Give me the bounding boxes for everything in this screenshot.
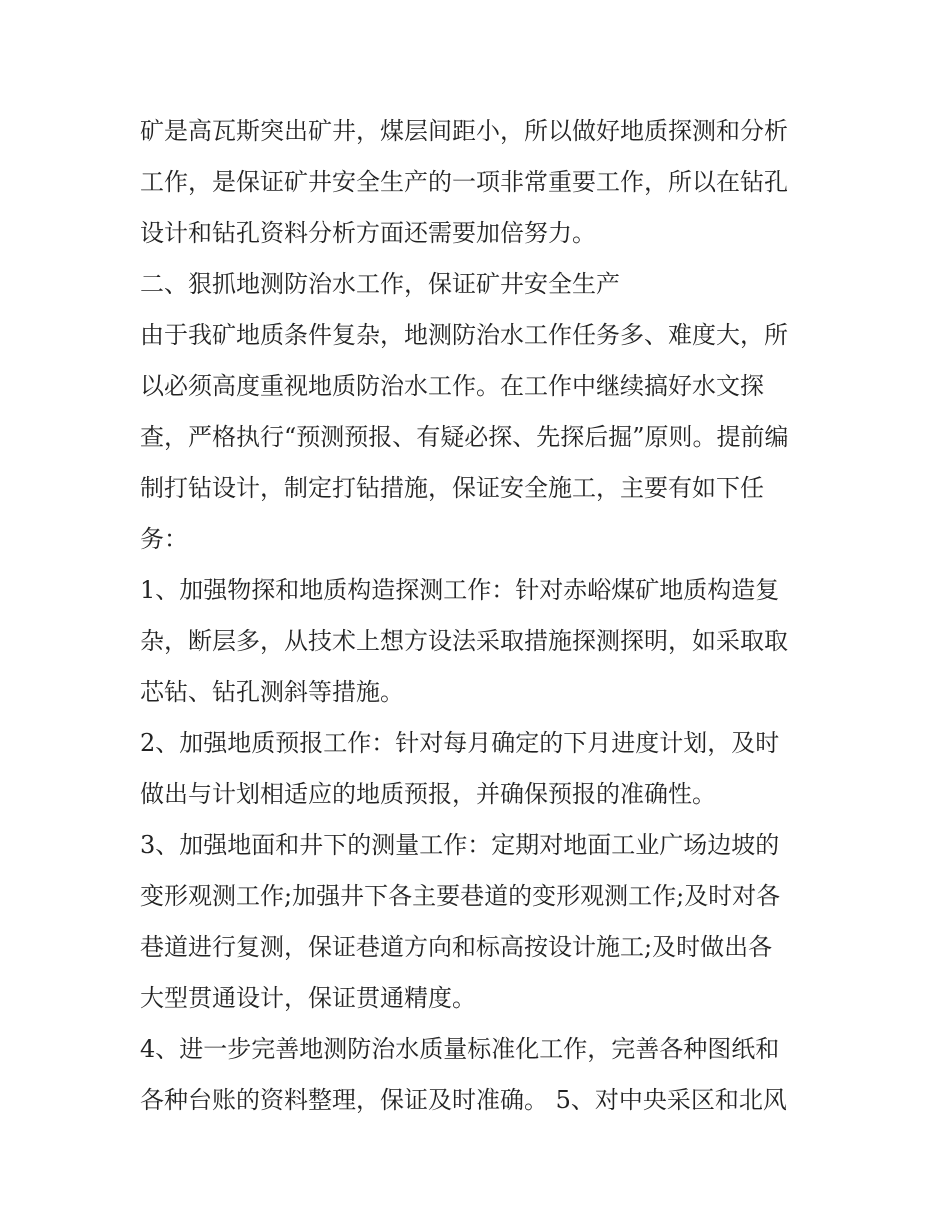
text-line: 以必须高度重视地质防治水工作。在工作中继续搞好水文探 — [140, 372, 764, 400]
heading-line: 二、狠抓地测防治水工作，保证矿井安全生产 — [140, 270, 620, 298]
paragraph-water-control — [140, 310, 812, 565]
text-line: 各种台账的资料整理，保证及时准确。 5、对中央采区和北风 — [140, 1086, 787, 1114]
text-line: 工作，是保证矿井安全生产的一项非常重要工作，所以在钻孔 — [140, 168, 788, 196]
text-line: 务： — [140, 525, 188, 553]
text-line: 3、加强地面和井下的测量工作：定期对地面工业广场边坡的 — [140, 831, 780, 859]
text-line: 做出与计划相适应的地质预报，并确保预报的准确性。 — [140, 780, 716, 808]
text-line: 1、加强物探和地质构造探测工作：针对赤峪煤矿地质构造复 — [140, 576, 780, 604]
text-line: 巷道进行复测，保证巷道方向和标高按设计施工;及时做出各 — [140, 933, 773, 961]
text-line: 芯钻、钻孔测斜等措施。 — [140, 678, 404, 706]
text-line: 2、加强地质预报工作：针对每月确定的下月进度计划，及时 — [140, 729, 780, 757]
section-heading — [140, 259, 812, 310]
text-line: 变形观测工作;加强井下各主要巷道的变形观测工作;及时对各 — [140, 882, 781, 910]
text-line: 设计和钻孔资料分析方面还需要加倍努力。 — [140, 219, 596, 247]
document-body — [140, 106, 812, 1126]
text-line: 杂，断层多，从技术上想方设法采取措施探测探明，如采取取 — [140, 627, 788, 655]
paragraph-geology-intro — [140, 106, 812, 259]
text-line: 矿是高瓦斯突出矿井，煤层间距小，所以做好地质探测和分析 — [140, 117, 788, 145]
list-item-4 — [140, 1024, 812, 1126]
text-line: 查，严格执行“预测预报、有疑必探、先探后掘”原则。提前编 — [140, 423, 789, 451]
text-line: 大型贯通设计，保证贯通精度。 — [140, 984, 476, 1012]
text-line: 4、进一步完善地测防治水质量标准化工作，完善各种图纸和 — [140, 1035, 780, 1063]
list-item-2 — [140, 718, 812, 820]
text-line: 制打钻设计，制定打钻措施，保证安全施工，主要有如下任 — [140, 474, 764, 502]
list-item-1 — [140, 565, 812, 718]
text-line: 由于我矿地质条件复杂，地测防治水工作任务多、难度大，所 — [140, 321, 788, 349]
list-item-3 — [140, 820, 812, 1024]
